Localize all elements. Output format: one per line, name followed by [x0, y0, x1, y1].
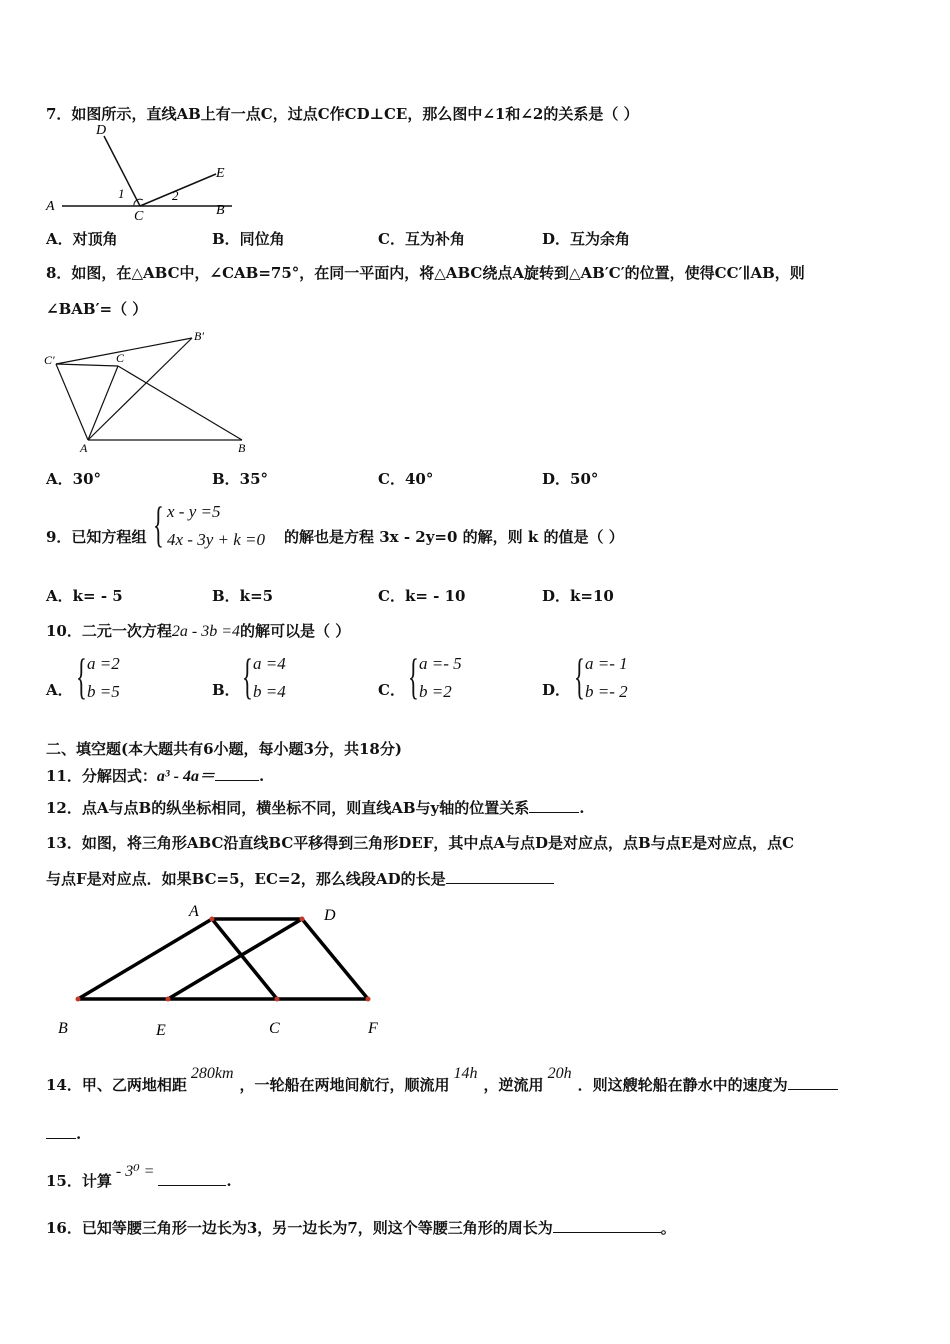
label-a: A — [189, 903, 199, 920]
q10-option-c[interactable] — [419, 650, 462, 706]
q7-text: 7．如图所示，直线AB上有一点C，过点C作CD⊥CE，那么图中∠1和∠2的关系是（ ） — [46, 105, 639, 123]
q9-option-a[interactable]: A．k= - 5 — [46, 587, 123, 605]
q9-option-c[interactable]: C．k= - 10 — [378, 587, 466, 605]
q15-text — [46, 1163, 232, 1191]
q15-answer-blank[interactable] — [158, 1171, 226, 1186]
q14-text — [46, 1065, 838, 1095]
q10-option-d-letter[interactable]: D． — [542, 681, 571, 699]
label-a: A — [80, 441, 88, 455]
q14-answer-blank-cont[interactable] — [46, 1124, 76, 1139]
q7-figure — [40, 122, 240, 222]
q7-option-c[interactable]: C．互为补角 — [378, 230, 465, 248]
angle-2-label: 2 — [172, 188, 179, 203]
q11-prefix: 11．分解因式： — [46, 767, 157, 785]
q7-option-b[interactable]: B．同位角 — [212, 230, 285, 248]
q16-body: 16．已知等腰三角形一边长为3，另一边长为7，则这个等腰三角形的周长为 — [46, 1219, 553, 1237]
q8-option-d[interactable]: D．50° — [542, 470, 599, 488]
label-b: B — [216, 203, 225, 218]
label-b-prime: B′ — [194, 329, 204, 343]
q13-body: 与点F是对应点．如果BC=5，EC=2，那么线段AD的长是 — [46, 870, 446, 888]
q9-system — [167, 498, 265, 554]
q9-eq1: x - y =5 — [167, 502, 221, 521]
q10-d-line2: b =- 2 — [585, 682, 628, 701]
q14-part2: ，一轮船在两地间航行，顺流用 — [239, 1076, 450, 1094]
label-b: B — [58, 1020, 68, 1037]
q10-b-line1: a =4 — [253, 654, 286, 673]
q14-part1: 14．甲、乙两地相距 — [46, 1076, 187, 1094]
q10-c-brace: { — [408, 648, 419, 704]
q10-b-line2: b =4 — [253, 682, 286, 701]
q14-downstream-time: 14h — [453, 1065, 478, 1082]
q7-option-d[interactable]: D．互为余角 — [542, 230, 631, 248]
q11-answer-blank[interactable] — [215, 766, 259, 781]
section-2-heading: 二、填空题(本大题共有6小题，每小题3分，共18分) — [46, 740, 402, 758]
q14-continuation — [46, 1124, 81, 1143]
q8-figure — [40, 326, 260, 458]
q10-c-line1: a =- 5 — [419, 654, 462, 673]
q10-option-b-letter[interactable]: B． — [212, 681, 240, 699]
q14-upstream-time: 20h — [547, 1065, 572, 1082]
q15-expression: - 3⁰ = — [115, 1163, 155, 1180]
q13-answer-blank[interactable] — [446, 869, 554, 884]
q10-a-brace: { — [76, 648, 87, 704]
q11-expression: a³ - 4a＝ — [156, 768, 216, 785]
q14-part3: ，逆流用 — [483, 1076, 544, 1094]
label-d: D — [324, 907, 336, 924]
label-d: D — [96, 123, 107, 138]
q8-text-line1: 8．如图，在△ABC中，∠CAB=75°，在同一平面内，将△ABC绕点A旋转到△AB′C′的位置，使得CC′∥AB，则 — [46, 264, 805, 282]
q10-b-brace: { — [242, 648, 253, 704]
q16-text — [46, 1217, 676, 1238]
q10-option-a[interactable] — [87, 650, 120, 706]
q10-c-line2: b =2 — [419, 682, 452, 701]
q8-option-a[interactable]: A．30° — [46, 470, 102, 488]
label-c: C — [116, 351, 125, 365]
q14-part4: ．则这艘轮船在静水中的速度为 — [577, 1076, 788, 1094]
q10-a-line1: a =2 — [87, 654, 120, 673]
q10-text — [46, 620, 350, 641]
q8-text-line2: ∠BAB′=（ ） — [46, 300, 148, 318]
q15-prefix: 15．计算 — [46, 1172, 112, 1190]
q11-text — [46, 763, 264, 786]
label-c-prime: C′ — [44, 353, 55, 367]
q12-suffix: . — [579, 799, 585, 817]
q14-answer-blank[interactable] — [788, 1075, 838, 1090]
q9-option-d[interactable]: D．k=10 — [542, 587, 614, 605]
q9-suffix: 的解也是方程 3x - 2y=0 的解，则 k 的值是（ ） — [284, 528, 624, 546]
label-a: A — [46, 199, 55, 214]
label-f: F — [368, 1020, 378, 1037]
q10-prefix: 10．二元一次方程 — [46, 622, 172, 640]
q10-d-line1: a =- 1 — [585, 654, 628, 673]
q10-option-a-letter[interactable]: A． — [46, 681, 73, 699]
label-e: E — [156, 1022, 166, 1039]
q11-suffix: . — [259, 767, 265, 785]
label-c: C — [269, 1020, 280, 1037]
q14-distance: 280km — [190, 1065, 234, 1082]
q13-text-line1: 13．如图，将三角形ABC沿直线BC平移得到三角形DEF，其中点A与点D是对应点，点B与点E是对应点，点C — [46, 834, 795, 852]
q16-answer-blank[interactable] — [553, 1218, 661, 1233]
angle-1-label: 1 — [118, 186, 125, 201]
label-b: B — [238, 441, 246, 455]
q8-option-c[interactable]: C．40° — [378, 470, 434, 488]
q10-equation: 2a - 3b =4 — [171, 623, 240, 640]
q10-a-line2: b =5 — [87, 682, 120, 701]
q10-option-d[interactable] — [585, 650, 628, 706]
q10-option-c-letter[interactable]: C． — [378, 681, 405, 699]
q13-text-line2 — [46, 868, 554, 889]
q15-suffix: . — [226, 1172, 232, 1190]
q9-option-b[interactable]: B．k=5 — [212, 587, 274, 605]
label-e: E — [216, 166, 225, 181]
q10-option-b[interactable] — [253, 650, 286, 706]
q13-figure — [50, 900, 390, 1040]
q12-text — [46, 797, 584, 818]
q9-prefix: 9．已知方程组 — [46, 528, 147, 546]
q16-suffix: 。 — [660, 1219, 676, 1237]
q9-brace: { — [153, 496, 164, 552]
q8-option-b[interactable]: B．35° — [212, 470, 269, 488]
q7-option-a[interactable]: A．对顶角 — [46, 230, 118, 248]
q10-suffix: 的解可以是（ ） — [240, 622, 351, 640]
q12-answer-blank[interactable] — [529, 798, 579, 813]
q10-d-brace: { — [574, 648, 585, 704]
q14-end: . — [76, 1125, 82, 1143]
q9-eq2: 4x - 3y + k =0 — [167, 530, 265, 549]
label-c: C — [134, 209, 144, 222]
q12-body: 12．点A与点B的纵坐标相同，横坐标不同，则直线AB与y轴的位置关系 — [46, 799, 530, 817]
